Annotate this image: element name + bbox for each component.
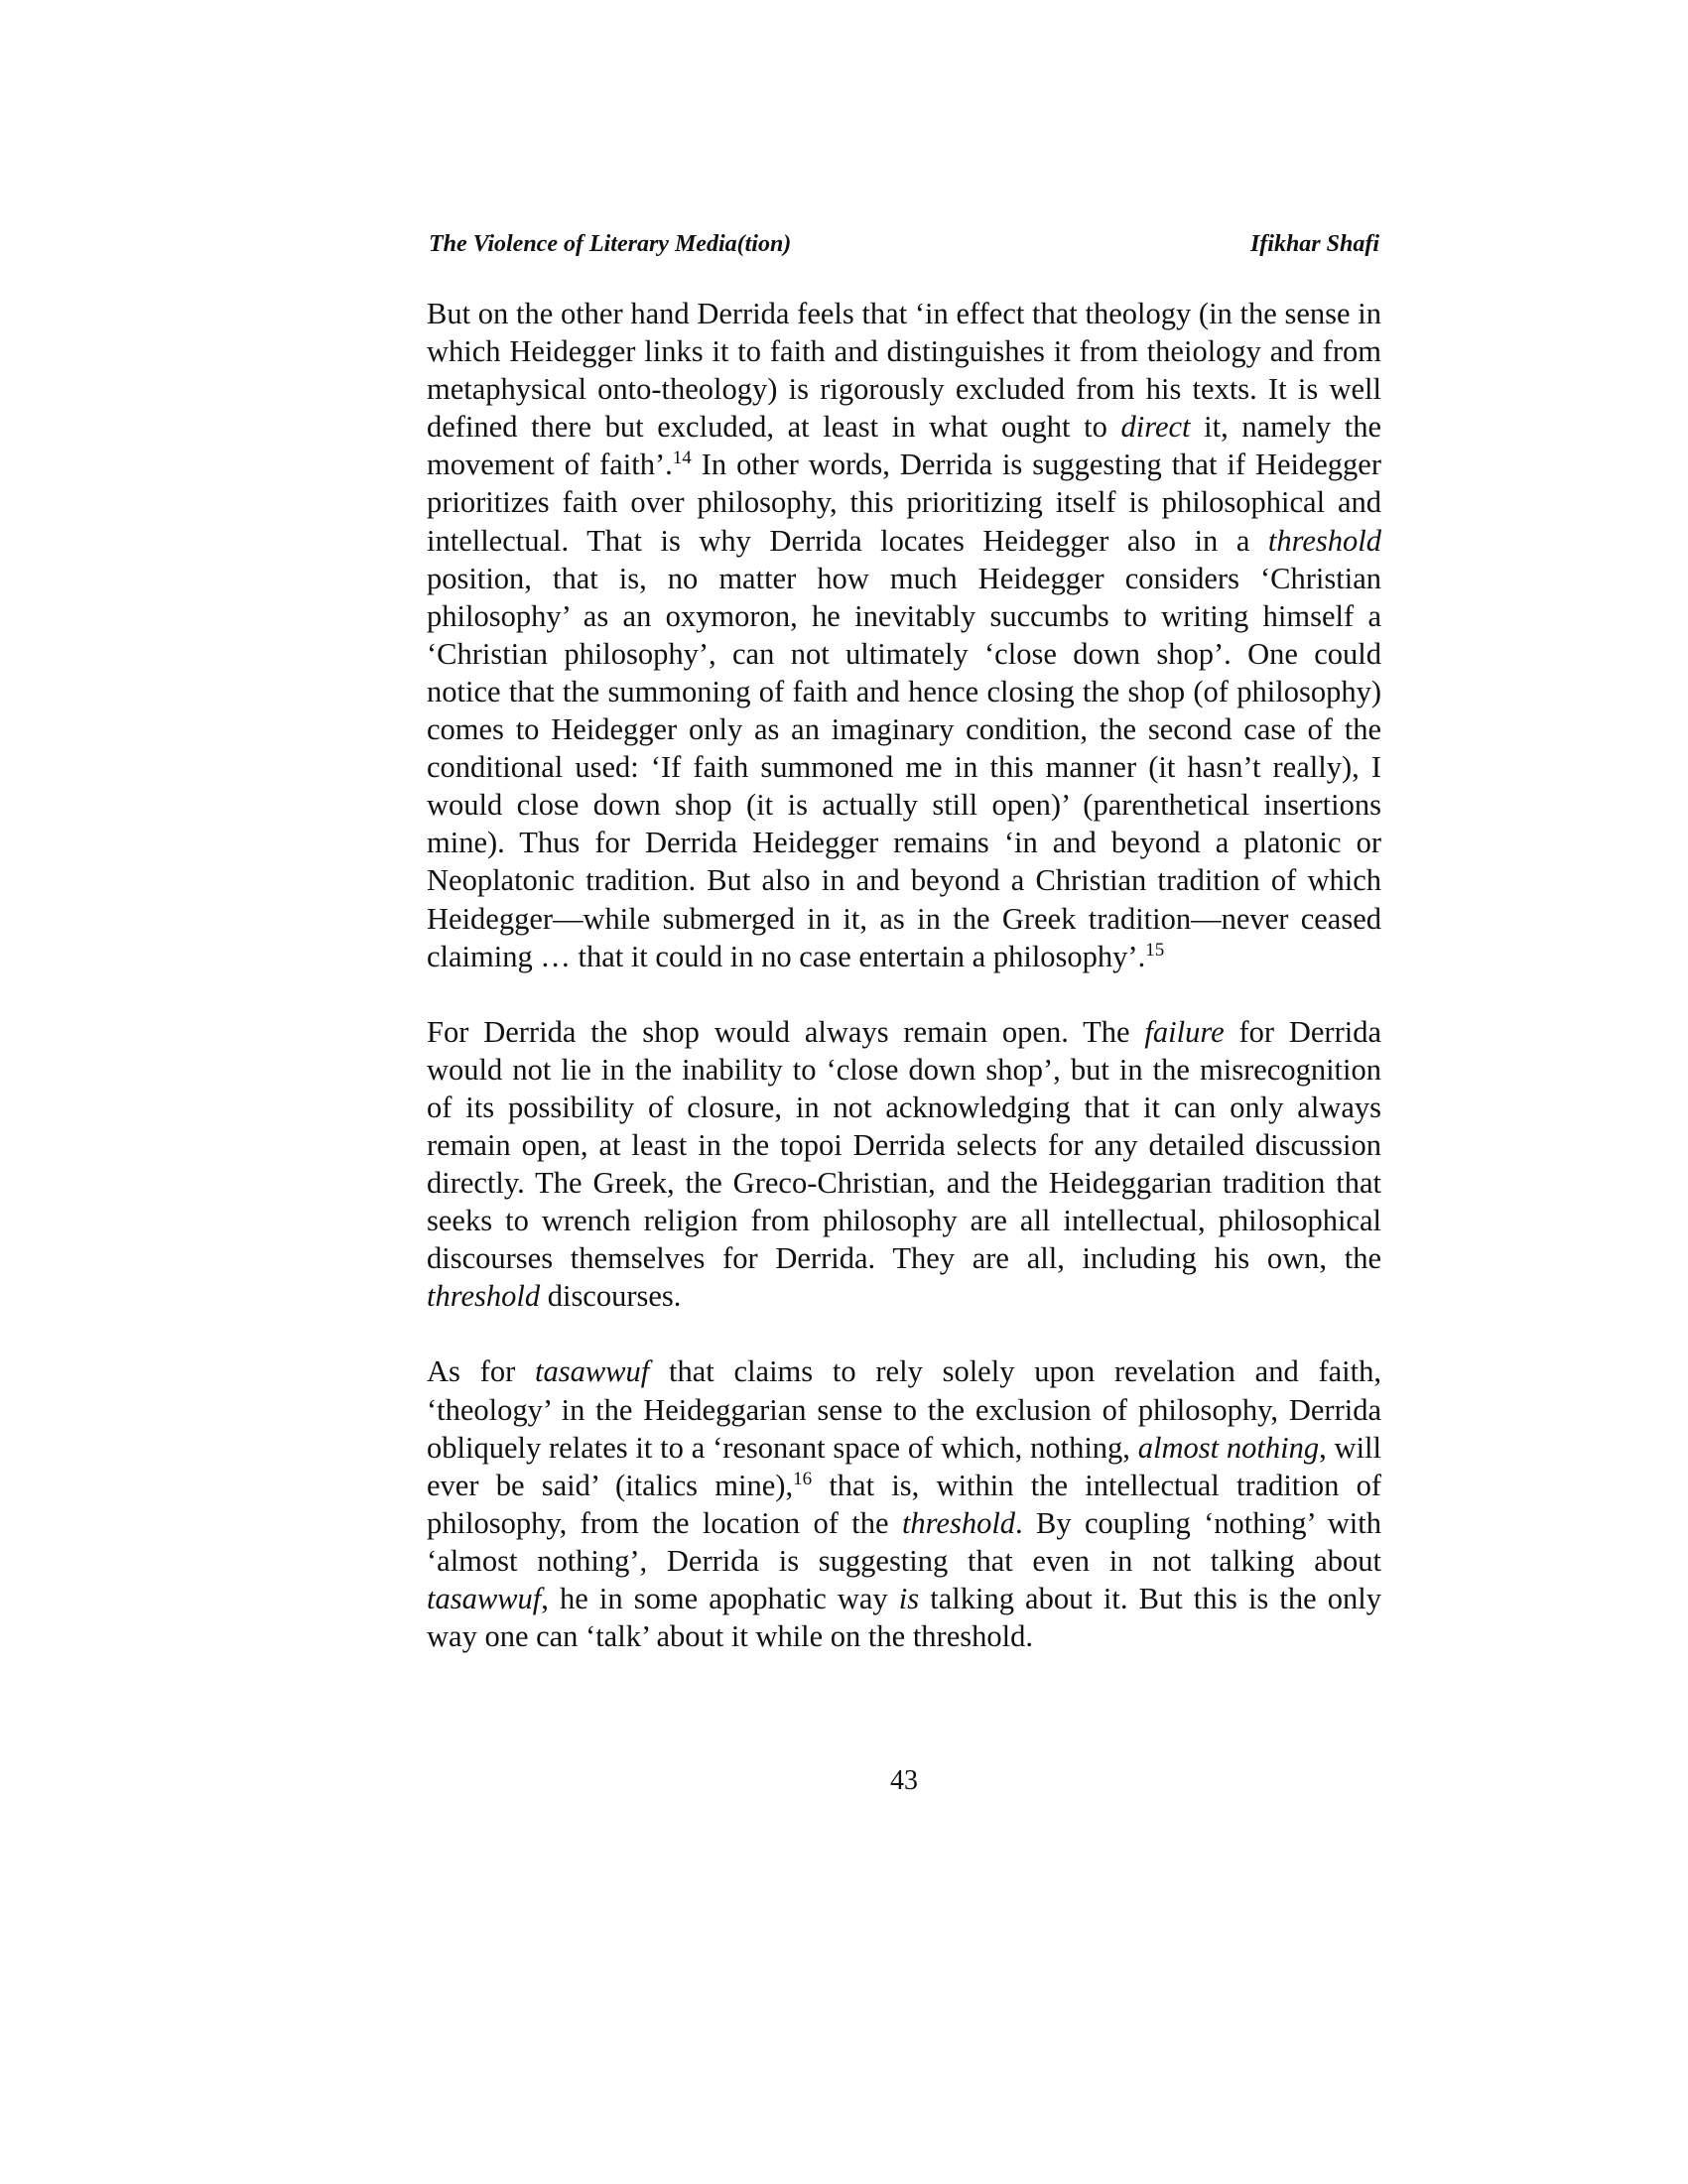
- text-run: , will ever be said’ (italics mine),: [427, 1430, 1381, 1502]
- text-run: discourses.: [540, 1279, 682, 1314]
- text-run: position, that is, no matter how much Heidegger considers ‘Christian philosophy’ as an oxymoron, he inevitably succumbs to writing himself a ‘Christian philosophy’, can not ultimately ‘close down shop’. One could notice that the summoning of faith and hence closing the shop (of philosophy) comes to Heidegger only as an imaginary condition, the second case of the conditional used: ‘If faith summoned me in this manner (it hasn’t really), I would close down shop (it is actually still open)’ (parenthetical insertions mine). Thus for Derrida Heidegger remains ‘in and beyond a platonic or Neoplatonic tradition. But also in and beyond a Christian tradition of which Heidegger—while submerged in it, as in the Greek tradition—never ceased claiming … that it could in no case entertain a philosophy’.: [427, 561, 1381, 973]
- italic-text: failure: [1144, 1014, 1225, 1049]
- italic-text: threshold: [901, 1505, 1016, 1540]
- text-run: . By coupling ‘nothing’ with ‘almost nothing’, Derrida is suggesting that even in not talking about: [427, 1505, 1381, 1578]
- italic-text: is: [898, 1582, 920, 1615]
- document-page: [427, 0, 1381, 2184]
- header-title: The Violence of Literary Media(tion): [429, 231, 792, 257]
- italic-text: direct: [1120, 410, 1191, 445]
- header-author: Ifikhar Shafi: [1249, 231, 1379, 257]
- paragraph: [427, 1013, 1381, 1316]
- italic-text: threshold: [427, 1279, 541, 1314]
- paragraph: [427, 295, 1381, 975]
- italic-text: almost nothing: [1137, 1430, 1320, 1465]
- footnote-ref: 14: [672, 448, 692, 469]
- footnote-ref: 16: [793, 1468, 813, 1489]
- text-run: But on the other hand Derrida feels that ‘in effect that theology (in the sense in which Heidegger links it to faith and distinguishes it from theiology and from metaphysical onto-theology) is rigorously excluded from his texts. It is well defined there but excluded, at least in what ought to: [427, 297, 1381, 445]
- text-run: that claims to rely solely upon revelation and faith, ‘theology’ in the Heideggarian sense to the exclusion of philosophy, Derrida obliquely relates it to a ‘resonant space of which, nothing,: [427, 1354, 1381, 1465]
- italic-text: tasawwuf: [535, 1354, 650, 1389]
- text-run: it, namely the movement of faith’.: [427, 410, 1381, 482]
- footnote-ref: 15: [1145, 939, 1165, 961]
- text-run: , he in some apophatic way: [541, 1582, 899, 1615]
- paragraph: [427, 1352, 1381, 1655]
- italic-text: tasawwuf: [427, 1582, 542, 1615]
- text-run: for Derrida would not lie in the inability to ‘close down shop’, but in the misrecognition of its possibility of closure, in not acknowledging that it can only always remain open, at least in the topoi Derrida selects for any detailed discussion directly. The Greek, the Greco-Christian, and the Heideggarian tradition that seeks to wrench religion from philosophy are all intellectual, philosophical discourses themselves for Derrida. They are all, including his own, the: [427, 1014, 1382, 1276]
- page-number: 43: [890, 1765, 918, 1796]
- text-run: talking about it. But this is the only way one can ‘talk’ about it while on the threshold.: [427, 1582, 1381, 1654]
- text-run: that is, within the intellectual tradition of philosophy, from the location of the: [427, 1468, 1381, 1540]
- text-run: For Derrida the shop would always remain open. The: [427, 1014, 1145, 1049]
- italic-text: threshold: [1267, 523, 1381, 558]
- text-run: In other words, Derrida is suggesting that if Heidegger prioritizes faith over philosophy, this prioritizing itself is philosophical and intellectual. That is why Derrida locates Heidegger also in a: [427, 448, 1381, 558]
- body-text: [427, 295, 1381, 1655]
- text-run: As for: [427, 1354, 535, 1389]
